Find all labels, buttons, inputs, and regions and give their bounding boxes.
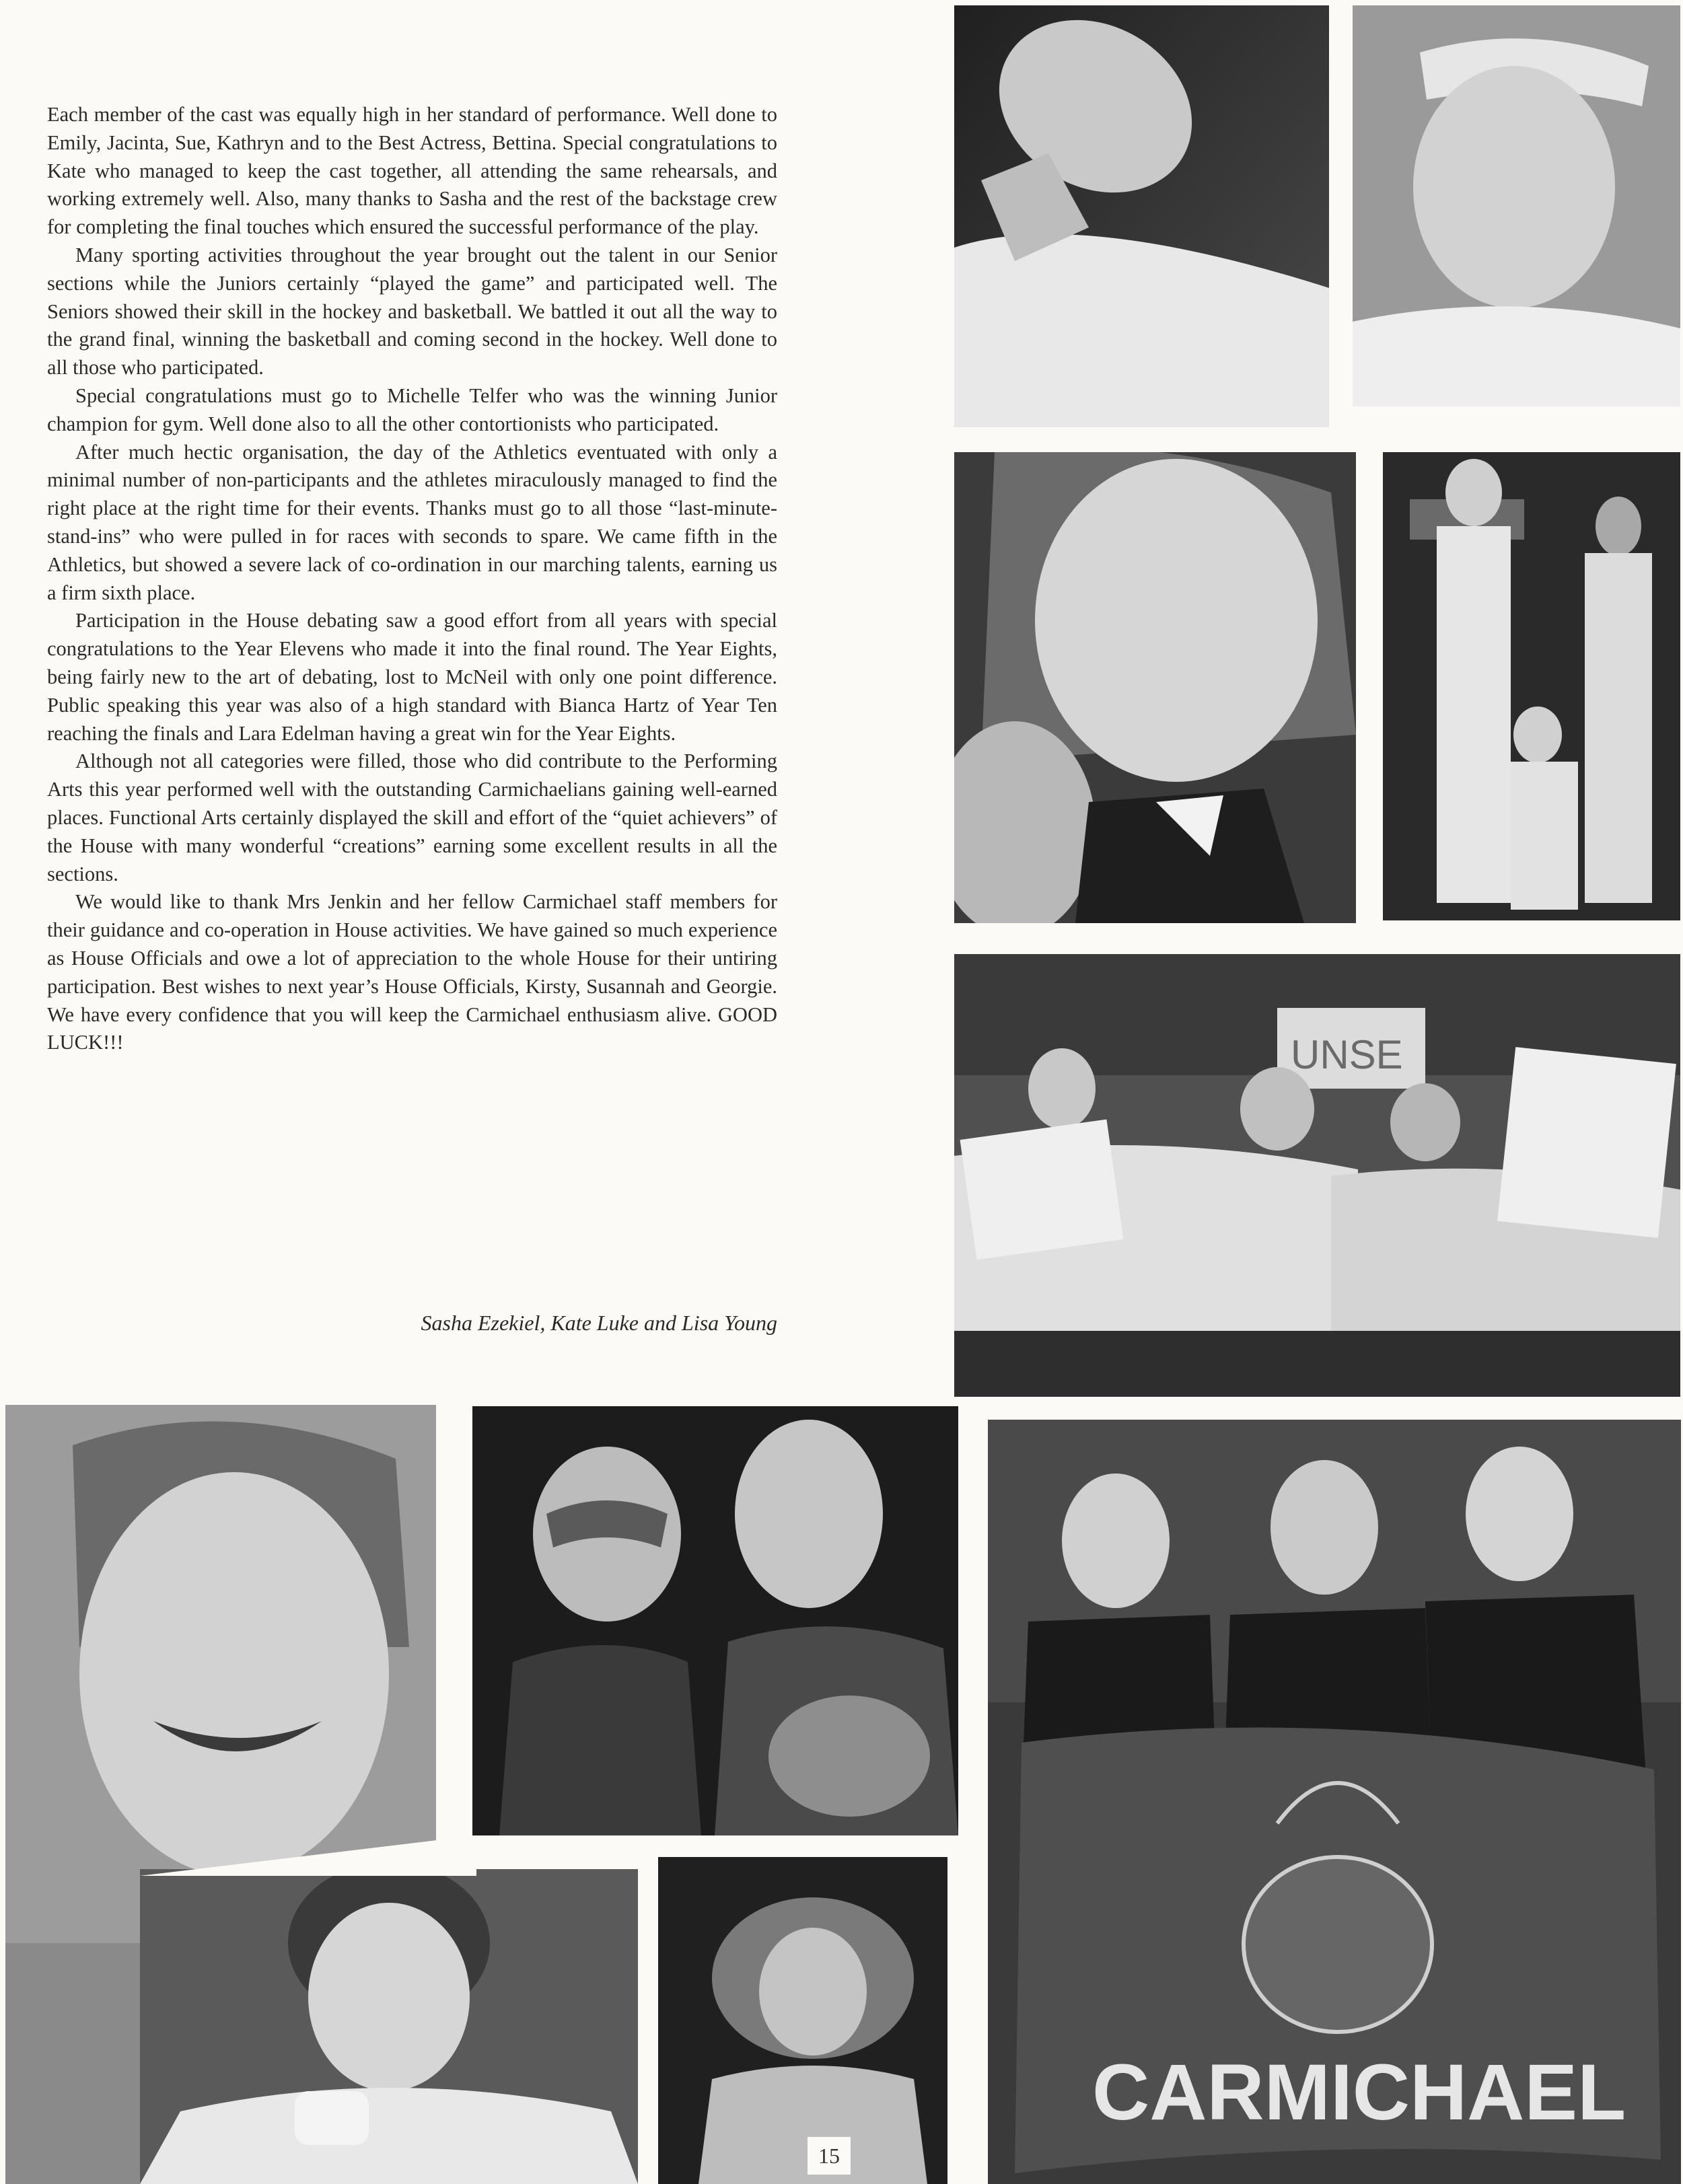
paragraph-debating: Participation in the House debating saw a good effort from all years with special congratulations to the Year Elevens who made it into the final round. The Year Eights, being fairly new to the art of debating, lost to McNeil with only one point difference. Public speaking this year was also of a high standard with Bianca Hartz of Year Ten reaching the finals and Lara Edelman having a great win for the Year Eights. (47, 609, 777, 745)
paragraph-athletics: After much hectic organisation, the day of the Athletics eventuated with only a minimal number of non-participants and the athletes miraculously managed to find the right place at the right time for their events. Thanks must go to all those “last-minute-stand-ins” who were pulled in for races with seconds to spare. We came fifth in the Athletics, but showed a severe lack of co-ordination in our marching talents, earning us a firm sixth place. (47, 440, 777, 604)
paragraph-sports: Many sporting activities throughout the year brought out the talent in our Senior sections while the Juniors certainly “played the game” and participated well. The Seniors showed their skill in the hockey and basketball. We battled it out all the way to the grand final, winning the basketball and coming second in the hockey. Well done to all those who participated. (47, 243, 777, 379)
photo-visor-girl (1353, 5, 1680, 406)
photo-hat-girl (658, 1857, 947, 2184)
article-signature: Sasha Ezekiel, Kate Luke and Lisa Young (421, 1311, 777, 1335)
photo-smiling-closeup (954, 452, 1356, 923)
photo-carmichael-banner (988, 1420, 1681, 2184)
page-number: 15 (808, 2137, 851, 2175)
photo-teacup-girl (140, 1869, 638, 2184)
sign-fragment-text: UNSE (1291, 1032, 1403, 1077)
photo-face-tilted (954, 5, 1329, 427)
paragraph-thanks: We would like to thank Mrs Jenkin and her fellow Carmichael staff members for their guidance and co-operation in House activities. We have gained so much experience as House Officials and owe a lot of appreciation to the whole House for their untiring participation. Best wishes to next year’s House Officials, Kirsty, Susannah and Georgie. We have every confidence that you will keep the Carmichael enthusiasm alive. GOOD LUCK!!! (47, 890, 777, 1054)
photo-masked-girls (472, 1406, 958, 1835)
photo-newspaper-readers (954, 954, 1680, 1397)
paragraph-cast: Each member of the cast was equally high in her standard of performance. Well done to Emily, Jacinta, Sue, Kathryn and to the Best Actress, Bettina. Special congratulations to Kate who managed to keep the cast together, all attending the same rehearsals, and working extremely well. Also, many thanks to Sasha and the rest of the backstage crew for completing the final touches which ensured the successful performance of the play. (47, 103, 777, 239)
photo-stage-white (1383, 452, 1680, 920)
paragraph-gym: Special congratulations must go to Michelle Telfer who was the winning Junior champion for gym. Well done also to all the other contortionists who participated. (47, 384, 777, 435)
article-body (47, 101, 777, 1057)
paragraph-arts: Although not all categories were filled, those who did contribute to the Performing Arts this year performed well with the outstanding Carmichaelians gaining well-earned places. Functional Arts certainly displayed the skill and effort of the “quiet achievers” of the House with many wonderful “creations” earning some excellent results in all the sections. (47, 750, 777, 885)
banner-carmichael-text: CARMICHAEL (1092, 2048, 1626, 2137)
